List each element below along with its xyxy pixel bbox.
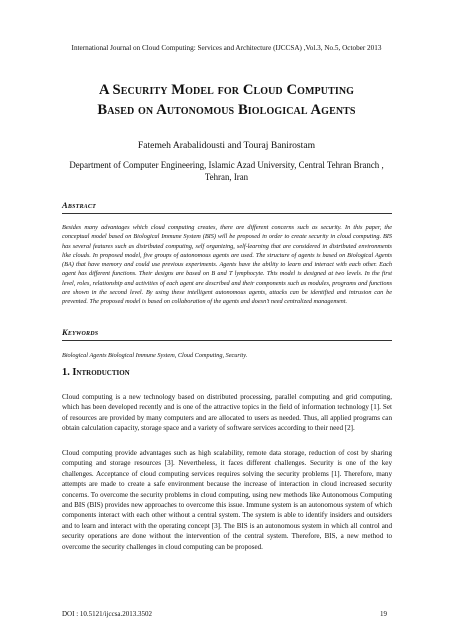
keywords-text: Biological Agents Biological Immune System, Cloud Computing, Security. — [62, 352, 248, 359]
abstract-heading: Abstract — [62, 200, 96, 210]
title-line-2: Based on Autonomous Biological Agents — [97, 102, 356, 118]
intro-paragraph-1: Cloud computing is a new technology based on distributed processing, parallel computing and grid computing, which has been developed recently and is one of the attractive topics in the field of information technology [1]. Set of resources are provided by many computers and are allocated to users as needed. Thus, all applied programs can obtain calculation capacity, storage space and a variety of software services according to their need [2]. — [62, 393, 392, 433]
intro-paragraph-2: Cloud computing provide advantages such as high scalability, remote data storage, reduction of cost by sharing computing and storage resources [3]. Nevertheless, it faces different challenges. Security is one of the key challenges. Acceptance of cloud computing services requires solving the security problems [1]. Therefore, many attempts are made to create a safe environment because the increase of interaction in cloud increased security concerns. To overcome the security problems in cloud computing, using new methods like Autonomous Computing and BIS (BIS) provides new approaches to overcome this issue. Immune system is an autonomous system of which components interact with each other without a central system. The system is able to identify insiders and outsiders and to learn and interact with the operating concept [3]. The BIS is an autonomous system in which all control and security operations are done without the intervention of the central system. Therefore, BIS, a new method to overcome the security challenges in cloud computing can be proposed. — [62, 449, 392, 551]
authors: Fatemeh Arabalidousti and Touraj Banirostam — [137, 140, 316, 151]
doi: DOI : 10.5121/ijccsa.2013.3502 — [62, 610, 153, 618]
keywords-rule — [62, 340, 392, 341]
keywords-heading: Keywords — [62, 327, 99, 337]
introduction-heading: 1. Introduction — [62, 367, 130, 378]
page-number: 19 — [380, 610, 387, 618]
title-line-1: A Security Model for Cloud Computing — [98, 82, 355, 98]
paper-title — [40, 80, 413, 120]
abstract-rule — [62, 213, 392, 214]
affiliation: Department of Computer Engineering, Islamic Azad University, Central Tehran Branch , Tehran, Iran — [69, 160, 384, 182]
running-head: International Journal on Cloud Computing: Services and Architecture (IJCCSA) ,Vol.3, No.5, October 2013 — [71, 44, 382, 52]
abstract-text: Besides many advantages which cloud computing creates, there are different concerns such as security. In this paper, the conceptual model based on Biological Immune System (BIS) will be proposed in order to create security in cloud computing. BIS has several features such as distributed computing, self organizing, self-learning that are considered in distributed environments like clouds. In proposed model, five groups of autonomous agents are used. The structure of agents is based on Biological Agents (BA) that have memory and could use previous experiments. Agents have the ability to learn and interact with each other. Each agent has different functions. Their designs are based on B and T lymphocyte. This model is designed at two levels. In the first level, roles, relationship and activities of each agent are described and their components such as modules, programs and functions are shown in the second level. By using these intelligent autonomous agents, attacks can be identified and intrusion can be prevented. The proposed model is based on collaboration of the agents and doesn't need centralized management. — [62, 224, 392, 306]
